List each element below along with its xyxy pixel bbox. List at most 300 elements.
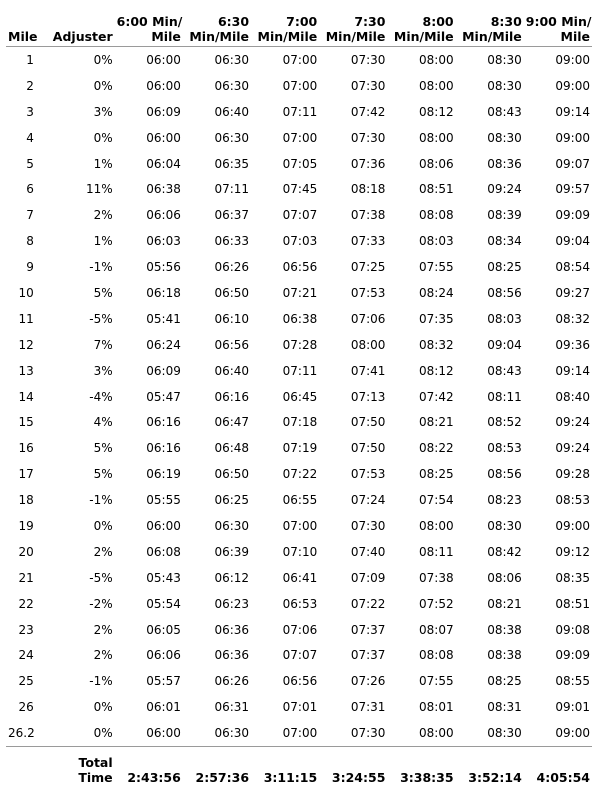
pace-cell: 07:42 <box>419 389 454 404</box>
pace-cell: 08:36 <box>487 156 522 171</box>
pace-cell: 09:12 <box>555 544 590 559</box>
pace-cell: 06:41 <box>282 570 318 585</box>
table-row <box>6 539 592 565</box>
pace-cell: 08:00 <box>419 130 454 145</box>
pace-cell: 08:18 <box>350 182 386 197</box>
pace-cell: 07:37 <box>350 648 386 663</box>
pace-cell: 05:55 <box>146 493 181 508</box>
adjuster-header: Adjuster <box>36 6 115 47</box>
pace-cell: 06:10 <box>214 311 250 326</box>
pace-header <box>387 6 455 47</box>
pace-header-line: 7:30 <box>354 14 386 29</box>
pace-cell: 07:31 <box>350 700 386 715</box>
pace-cell: 08:32 <box>555 311 590 326</box>
adjuster-cell: -5% <box>89 570 113 585</box>
total-spacer <box>6 747 36 785</box>
pace-header <box>115 6 183 47</box>
pace-cell: 08:30 <box>487 518 522 533</box>
pace-cell: 06:53 <box>282 596 318 611</box>
pace-cell: 07:54 <box>419 493 454 508</box>
pace-cell: 08:56 <box>487 285 522 300</box>
adjuster-cell: -5% <box>89 311 113 326</box>
pace-cell: 09:24 <box>487 182 522 197</box>
pace-header-line: 8:30 <box>490 14 522 29</box>
pace-cell: 08:08 <box>419 208 454 223</box>
pace-cell: 07:25 <box>350 260 386 275</box>
table-row <box>6 668 592 694</box>
pace-cell: 07:01 <box>282 700 318 715</box>
pace-cell: 06:37 <box>214 208 250 223</box>
pace-cell: 07:10 <box>282 544 318 559</box>
pace-table <box>6 6 592 785</box>
pace-cell: 09:36 <box>555 337 590 352</box>
pace-cell: 06:30 <box>214 52 250 67</box>
pace-cell: 07:24 <box>350 493 386 508</box>
adjuster-cell: 5% <box>93 285 113 300</box>
pace-header <box>456 6 524 47</box>
pace-cell: 07:38 <box>350 208 386 223</box>
table-row <box>6 617 592 643</box>
mile-cell: 25 <box>18 674 34 689</box>
pace-cell: 09:57 <box>555 182 590 197</box>
table-row <box>6 720 592 746</box>
mile-cell: 26.2 <box>8 726 35 741</box>
pace-cell: 07:36 <box>350 156 386 171</box>
pace-cell: 07:11 <box>282 363 318 378</box>
pace-cell: 07:22 <box>350 596 386 611</box>
mile-cell: 22 <box>18 596 34 611</box>
pace-header <box>183 6 251 47</box>
mile-cell: 2 <box>26 78 34 93</box>
pace-cell: 08:11 <box>419 544 454 559</box>
pace-cell: 06:16 <box>146 441 181 456</box>
pace-cell: 09:00 <box>555 78 590 93</box>
pace-cell: 05:47 <box>146 389 181 404</box>
pace-cell: 08:35 <box>555 570 590 585</box>
adjuster-cell: 0% <box>93 52 113 67</box>
pace-cell: 09:01 <box>555 700 590 715</box>
pace-cell: 06:09 <box>146 104 181 119</box>
pace-cell: 06:25 <box>214 493 250 508</box>
adjuster-cell: -1% <box>89 493 113 508</box>
pace-cell: 08:38 <box>487 622 522 637</box>
pace-cell: 07:35 <box>419 311 454 326</box>
adjuster-cell: 2% <box>93 544 113 559</box>
pace-cell: 06:33 <box>214 234 250 249</box>
pace-cell: 08:25 <box>419 467 454 482</box>
adjuster-cell: 4% <box>93 415 113 430</box>
adjuster-cell: 1% <box>93 234 113 249</box>
table-row <box>6 151 592 177</box>
total-time-cell: 2:43:56 <box>115 747 183 785</box>
mile-cell: 4 <box>26 130 34 145</box>
pace-cell: 07:22 <box>282 467 318 482</box>
pace-cell: 08:30 <box>487 130 522 145</box>
pace-cell: 08:00 <box>350 337 386 352</box>
adjuster-cell: 2% <box>93 622 113 637</box>
total-label <box>36 747 115 785</box>
adjuster-cell: 2% <box>93 208 113 223</box>
pace-header-line: Mile <box>151 29 181 44</box>
pace-cell: 09:08 <box>555 622 590 637</box>
table-row <box>6 176 592 202</box>
pace-cell: 08:52 <box>487 415 522 430</box>
pace-header-line: 6:00 Min/ <box>116 14 183 29</box>
pace-cell: 07:30 <box>350 726 386 741</box>
pace-cell: 07:53 <box>350 467 386 482</box>
pace-header-line: Min/Mile <box>393 29 454 44</box>
pace-cell: 07:42 <box>350 104 386 119</box>
pace-cell: 08:43 <box>487 363 522 378</box>
pace-cell: 07:30 <box>350 130 386 145</box>
pace-cell: 06:26 <box>214 260 250 275</box>
pace-cell: 08:23 <box>487 493 522 508</box>
pace-cell: 07:50 <box>350 415 386 430</box>
pace-cell: 07:38 <box>419 570 454 585</box>
pace-cell: 06:06 <box>146 648 181 663</box>
pace-cell: 06:00 <box>146 726 181 741</box>
mile-cell: 16 <box>18 441 34 456</box>
pace-cell: 08:53 <box>487 441 522 456</box>
adjuster-cell: 5% <box>93 467 113 482</box>
pace-cell: 07:07 <box>282 208 318 223</box>
pace-cell: 08:30 <box>487 726 522 741</box>
pace-cell: 07:21 <box>282 285 318 300</box>
pace-cell: 08:21 <box>419 415 454 430</box>
pace-cell: 06:30 <box>214 726 250 741</box>
table-row <box>6 125 592 151</box>
adjuster-cell: 0% <box>93 78 113 93</box>
pace-cell: 06:00 <box>146 52 181 67</box>
adjuster-cell: 11% <box>85 182 113 197</box>
pace-cell: 09:00 <box>555 130 590 145</box>
pace-cell: 07:30 <box>350 52 386 67</box>
pace-cell: 06:39 <box>214 544 250 559</box>
pace-cell: 07:52 <box>419 596 454 611</box>
pace-cell: 07:41 <box>350 363 386 378</box>
pace-cell: 09:14 <box>555 104 590 119</box>
pace-cell: 06:18 <box>146 285 181 300</box>
total-time-cell: 2:57:36 <box>183 747 251 785</box>
adjuster-cell: -1% <box>89 674 113 689</box>
mile-cell: 18 <box>18 493 34 508</box>
pace-cell: 07:53 <box>350 285 386 300</box>
table-row <box>6 591 592 617</box>
table-row <box>6 99 592 125</box>
pace-cell: 08:00 <box>419 78 454 93</box>
pace-cell: 09:27 <box>555 285 590 300</box>
pace-cell: 08:30 <box>487 78 522 93</box>
pace-cell: 06:26 <box>214 674 250 689</box>
pace-cell: 08:12 <box>419 363 454 378</box>
mile-cell: 15 <box>18 415 34 430</box>
table-row <box>6 384 592 410</box>
pace-header-line: Min/Mile <box>325 29 386 44</box>
table-footer <box>6 747 592 785</box>
pace-cell: 06:00 <box>146 78 181 93</box>
pace-cell: 06:48 <box>214 441 250 456</box>
pace-cell: 08:32 <box>419 337 454 352</box>
mile-cell: 17 <box>18 467 34 482</box>
pace-cell: 08:31 <box>487 700 522 715</box>
pace-cell: 08:06 <box>487 570 522 585</box>
pace-cell: 07:33 <box>350 234 386 249</box>
pace-cell: 08:55 <box>555 674 590 689</box>
mile-cell: 19 <box>18 518 34 533</box>
pace-cell: 08:24 <box>419 285 454 300</box>
pace-cell: 06:09 <box>146 363 181 378</box>
mile-cell: 3 <box>26 104 34 119</box>
pace-cell: 08:53 <box>555 493 590 508</box>
pace-cell: 06:05 <box>146 622 181 637</box>
total-time-cell: 4:05:54 <box>524 747 592 785</box>
pace-header-line: Min/Mile <box>257 29 318 44</box>
mile-cell: 7 <box>26 208 34 223</box>
pace-cell: 08:22 <box>419 441 454 456</box>
pace-header <box>251 6 319 47</box>
adjuster-cell: 0% <box>93 518 113 533</box>
adjuster-cell: 7% <box>93 337 113 352</box>
pace-cell: 06:45 <box>282 389 318 404</box>
pace-cell: 06:08 <box>146 544 181 559</box>
mile-cell: 21 <box>18 570 34 585</box>
pace-cell: 09:14 <box>555 363 590 378</box>
table-row <box>6 409 592 435</box>
pace-cell: 08:08 <box>419 648 454 663</box>
mile-cell: 13 <box>18 363 34 378</box>
pace-cell: 08:07 <box>419 622 454 637</box>
table-row <box>6 47 592 73</box>
pace-cell: 07:03 <box>282 234 318 249</box>
pace-cell: 06:55 <box>282 493 318 508</box>
pace-cell: 05:54 <box>146 596 181 611</box>
pace-cell: 06:36 <box>214 622 250 637</box>
pace-cell: 05:41 <box>146 311 181 326</box>
pace-cell: 07:55 <box>419 260 454 275</box>
table-row <box>6 513 592 539</box>
pace-cell: 06:50 <box>214 467 250 482</box>
header-row <box>6 6 592 47</box>
pace-cell: 07:00 <box>282 130 318 145</box>
pace-cell: 06:38 <box>146 182 181 197</box>
adjuster-cell: -2% <box>89 596 113 611</box>
table-row <box>6 73 592 99</box>
pace-cell: 09:00 <box>555 726 590 741</box>
pace-cell: 08:00 <box>419 52 454 67</box>
pace-cell: 08:51 <box>555 596 590 611</box>
mile-header: Mile <box>6 6 36 47</box>
pace-cell: 08:03 <box>487 311 522 326</box>
adjuster-cell: -1% <box>89 260 113 275</box>
pace-cell: 08:56 <box>487 467 522 482</box>
pace-cell: 06:31 <box>214 700 250 715</box>
pace-cell: 07:26 <box>350 674 386 689</box>
pace-cell: 06:40 <box>214 104 250 119</box>
pace-header-line: Min/Mile <box>189 29 250 44</box>
pace-header-line: Mile <box>560 29 590 44</box>
table-row <box>6 358 592 384</box>
pace-cell: 06:38 <box>282 311 318 326</box>
pace-cell: 07:55 <box>419 674 454 689</box>
pace-header-line: 6:30 <box>217 14 250 29</box>
pace-cell: 07:28 <box>282 337 318 352</box>
pace-cell: 09:00 <box>555 518 590 533</box>
table-row <box>6 435 592 461</box>
pace-header-line: 7:00 <box>286 14 318 29</box>
pace-cell: 07:00 <box>282 726 318 741</box>
total-time-cell: 3:38:35 <box>387 747 455 785</box>
pace-cell: 06:50 <box>214 285 250 300</box>
pace-cell: 08:11 <box>487 389 522 404</box>
pace-cell: 08:54 <box>555 260 590 275</box>
pace-cell: 09:07 <box>555 156 590 171</box>
pace-cell: 07:11 <box>282 104 318 119</box>
pace-cell: 05:43 <box>146 570 181 585</box>
pace-cell: 06:56 <box>282 674 318 689</box>
pace-cell: 06:01 <box>146 700 181 715</box>
mile-cell: 11 <box>18 311 34 326</box>
pace-cell: 05:56 <box>146 260 181 275</box>
pace-cell: 06:04 <box>146 156 181 171</box>
pace-cell: 06:16 <box>146 415 181 430</box>
pace-cell: 06:19 <box>146 467 181 482</box>
table-row <box>6 565 592 591</box>
pace-cell: 08:03 <box>419 234 454 249</box>
mile-cell: 1 <box>26 52 34 67</box>
pace-cell: 07:18 <box>282 415 318 430</box>
mile-cell: 5 <box>26 156 34 171</box>
pace-cell: 07:06 <box>282 622 318 637</box>
pace-cell: 07:37 <box>350 622 386 637</box>
pace-cell: 08:25 <box>487 674 522 689</box>
pace-header-line: Min/Mile <box>462 29 522 44</box>
pace-cell: 09:04 <box>487 337 522 352</box>
pace-cell: 07:05 <box>282 156 318 171</box>
pace-cell: 06:03 <box>146 234 181 249</box>
pace-cell: 08:25 <box>487 260 522 275</box>
total-row <box>6 747 592 785</box>
pace-cell: 07:45 <box>282 182 318 197</box>
mile-cell: 12 <box>18 337 34 352</box>
adjuster-cell: 5% <box>93 441 113 456</box>
pace-header <box>319 6 387 47</box>
pace-cell: 06:56 <box>214 337 250 352</box>
pace-cell: 06:30 <box>214 78 250 93</box>
table-row <box>6 280 592 306</box>
pace-cell: 06:00 <box>146 518 181 533</box>
pace-header <box>524 6 592 47</box>
pace-cell: 09:09 <box>555 648 590 663</box>
adjuster-cell: 0% <box>93 130 113 145</box>
adjuster-cell: 0% <box>93 700 113 715</box>
mile-cell: 10 <box>18 285 34 300</box>
pace-cell: 08:38 <box>487 648 522 663</box>
table-row <box>6 332 592 358</box>
mile-cell: 6 <box>26 182 34 197</box>
pace-cell: 06:23 <box>214 596 250 611</box>
pace-cell: 08:06 <box>419 156 454 171</box>
pace-header-line: 8:00 <box>422 14 454 29</box>
mile-cell: 23 <box>18 622 34 637</box>
table-row <box>6 306 592 332</box>
table-header <box>6 6 592 47</box>
total-time-cell: 3:24:55 <box>319 747 387 785</box>
table-row <box>6 487 592 513</box>
pace-cell: 06:06 <box>146 208 181 223</box>
mile-cell: 20 <box>18 544 34 559</box>
table-row <box>6 202 592 228</box>
pace-cell: 06:47 <box>214 415 250 430</box>
pace-cell: 08:12 <box>419 104 454 119</box>
pace-cell: 07:50 <box>350 441 386 456</box>
pace-cell: 09:09 <box>555 208 590 223</box>
pace-cell: 06:12 <box>214 570 250 585</box>
total-time-cell: 3:52:14 <box>456 747 524 785</box>
table-row <box>6 694 592 720</box>
pace-cell: 07:13 <box>350 389 386 404</box>
pace-cell: 07:30 <box>350 518 386 533</box>
adjuster-cell: 0% <box>93 726 113 741</box>
pace-cell: 09:04 <box>555 234 590 249</box>
pace-cell: 08:30 <box>487 52 522 67</box>
pace-cell: 07:40 <box>350 544 386 559</box>
pace-cell: 09:24 <box>555 441 590 456</box>
pace-cell: 08:43 <box>487 104 522 119</box>
pace-cell: 06:16 <box>214 389 250 404</box>
pace-cell: 07:09 <box>350 570 386 585</box>
pace-cell: 08:51 <box>419 182 454 197</box>
table-row <box>6 228 592 254</box>
pace-cell: 07:00 <box>282 52 318 67</box>
pace-cell: 06:56 <box>282 260 318 275</box>
pace-cell: 06:00 <box>146 130 181 145</box>
pace-header-line: 9:00 Min/ <box>525 14 592 29</box>
table-row <box>6 461 592 487</box>
total-label-line-1: Total <box>78 755 113 771</box>
mile-cell: 26 <box>18 700 34 715</box>
mile-cell: 9 <box>26 260 34 275</box>
adjuster-cell: 1% <box>93 156 113 171</box>
pace-cell: 06:36 <box>214 648 250 663</box>
total-time-cell: 3:11:15 <box>251 747 319 785</box>
table-row <box>6 254 592 280</box>
total-label-line-2: Time <box>78 770 113 785</box>
mile-cell: 24 <box>18 648 34 663</box>
pace-cell: 07:00 <box>282 518 318 533</box>
mile-cell: 14 <box>18 389 34 404</box>
pace-cell: 07:00 <box>282 78 318 93</box>
pace-cell: 09:24 <box>555 415 590 430</box>
pace-cell: 06:30 <box>214 518 250 533</box>
table-body <box>6 47 592 747</box>
pace-cell: 07:06 <box>350 311 386 326</box>
table-row <box>6 642 592 668</box>
pace-cell: 07:30 <box>350 78 386 93</box>
pace-cell: 08:40 <box>555 389 590 404</box>
pace-cell: 06:35 <box>214 156 250 171</box>
pace-cell: 06:40 <box>214 363 250 378</box>
pace-cell: 08:00 <box>419 726 454 741</box>
pace-cell: 06:24 <box>146 337 181 352</box>
mile-cell: 8 <box>26 234 34 249</box>
pace-cell: 08:21 <box>487 596 522 611</box>
pace-cell: 07:07 <box>282 648 318 663</box>
pace-cell: 07:11 <box>214 182 250 197</box>
pace-cell: 09:00 <box>555 52 590 67</box>
pace-cell: 08:34 <box>487 234 522 249</box>
pace-cell: 08:39 <box>487 208 522 223</box>
pace-cell: 08:00 <box>419 518 454 533</box>
